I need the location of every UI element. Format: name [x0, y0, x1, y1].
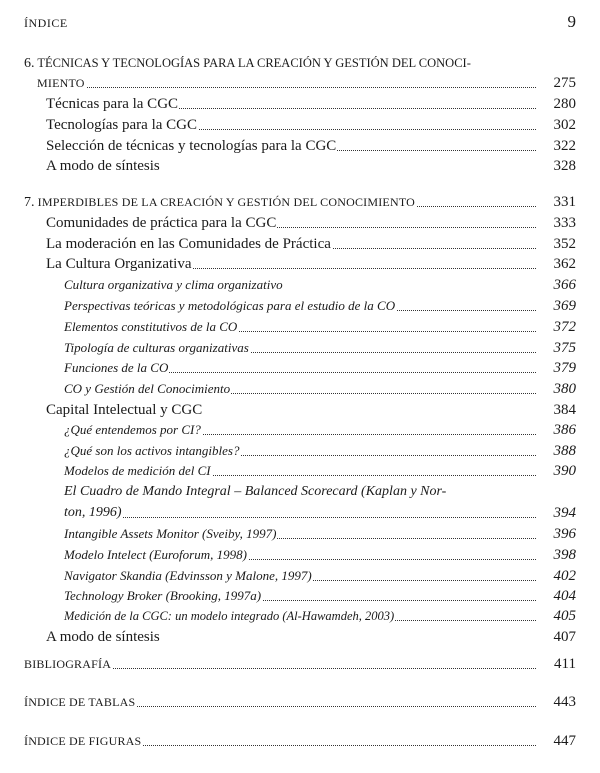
chapter-6-heading-line2[interactable]: [37, 73, 576, 93]
toc-entry[interactable]: La moderación en las Comunidades de Práctica 352: [46, 236, 576, 252]
toc-index-tables[interactable]: ÍNDICE DE TABLAS 443: [24, 694, 576, 710]
toc-entry[interactable]: A modo de síntesis 407: [46, 629, 576, 645]
chapter-7-page: 331: [536, 192, 576, 212]
toc-entry[interactable]: Navigator Skandia (Edvinsson y Malone, 1997) 402: [64, 568, 576, 584]
toc-entry[interactable]: Medición de la CGC: un modelo integrado (Al-Hawamdeh, 2003) 405: [64, 608, 576, 624]
toc-entry[interactable]: Técnicas para la CGC 280: [46, 96, 576, 112]
chapter-6-title-line2: MIENTO: [37, 73, 86, 93]
toc-entry[interactable]: Modelos de medición del CI 390: [64, 463, 576, 479]
header-page-number: 9: [567, 12, 576, 31]
toc-entry[interactable]: A modo de síntesis 328: [46, 158, 576, 174]
toc-entry[interactable]: Tecnologías para la CGC 302: [46, 117, 576, 133]
toc-entry[interactable]: Comunidades de práctica para la CGC 333: [46, 215, 576, 231]
chapter-7-title: IMPERDIBLES DE LA CREACIÓN Y GESTIÓN DEL CONOCIMIENTO: [37, 195, 415, 209]
toc-bibliography[interactable]: BIBLIOGRAFÍA 411: [24, 656, 576, 672]
chapter-7-heading[interactable]: [24, 192, 576, 212]
toc-entry[interactable]: Elementos constitutivos de la CO 372: [64, 319, 576, 335]
toc-entry[interactable]: ¿Qué son los activos intangibles? 388: [64, 443, 576, 459]
chapter-6-number: 6.: [24, 56, 35, 71]
toc-entry[interactable]: Cultura organizativa y clima organizativo 366: [64, 277, 576, 293]
toc-entry[interactable]: Modelo Intelect (Euroforum, 1998) 398: [64, 547, 576, 563]
chapter-6-title-line1: TÉCNICAS Y TECNOLOGÍAS PARA LA CREACIÓN Y GESTIÓN DEL CONOCI-: [37, 56, 471, 70]
chapter-7-number: 7.: [24, 195, 35, 210]
header-title: ÍNDICE: [24, 16, 68, 30]
toc-entry[interactable]: CO y Gestión del Conocimiento 380: [64, 381, 576, 397]
toc-entry[interactable]: La Cultura Organizativa 362: [46, 256, 576, 272]
toc-entry[interactable]: Intangible Assets Monitor (Sveiby, 1997) 396: [64, 526, 576, 542]
toc-entry[interactable]: Technology Broker (Brooking, 1997a) 404: [64, 588, 576, 604]
toc-index-figures[interactable]: ÍNDICE DE FIGURAS 447: [24, 733, 576, 749]
toc-entry[interactable]: Perspectivas teóricas y metodológicas para el estudio de la CO 369: [64, 298, 576, 314]
toc-entry-wrapped-line2[interactable]: ton, 1996) 394: [64, 505, 576, 521]
toc-entry[interactable]: Selección de técnicas y tecnologías para la CGC 322: [46, 138, 576, 154]
chapter-6-page: 275: [536, 73, 576, 93]
toc-entry[interactable]: ¿Qué entendemos por CI? 386: [64, 422, 576, 438]
toc-entry[interactable]: Tipología de culturas organizativas 375: [64, 340, 576, 356]
chapter-6-heading-line1: [24, 56, 471, 72]
toc-entry[interactable]: Capital Intelectual y CGC 384: [46, 402, 576, 418]
toc-entry-wrapped-line1[interactable]: El Cuadro de Mando Integral – Balanced Scorecard (Kaplan y Nor-: [64, 482, 576, 502]
toc-entry[interactable]: Funciones de la CO 379: [64, 360, 576, 376]
